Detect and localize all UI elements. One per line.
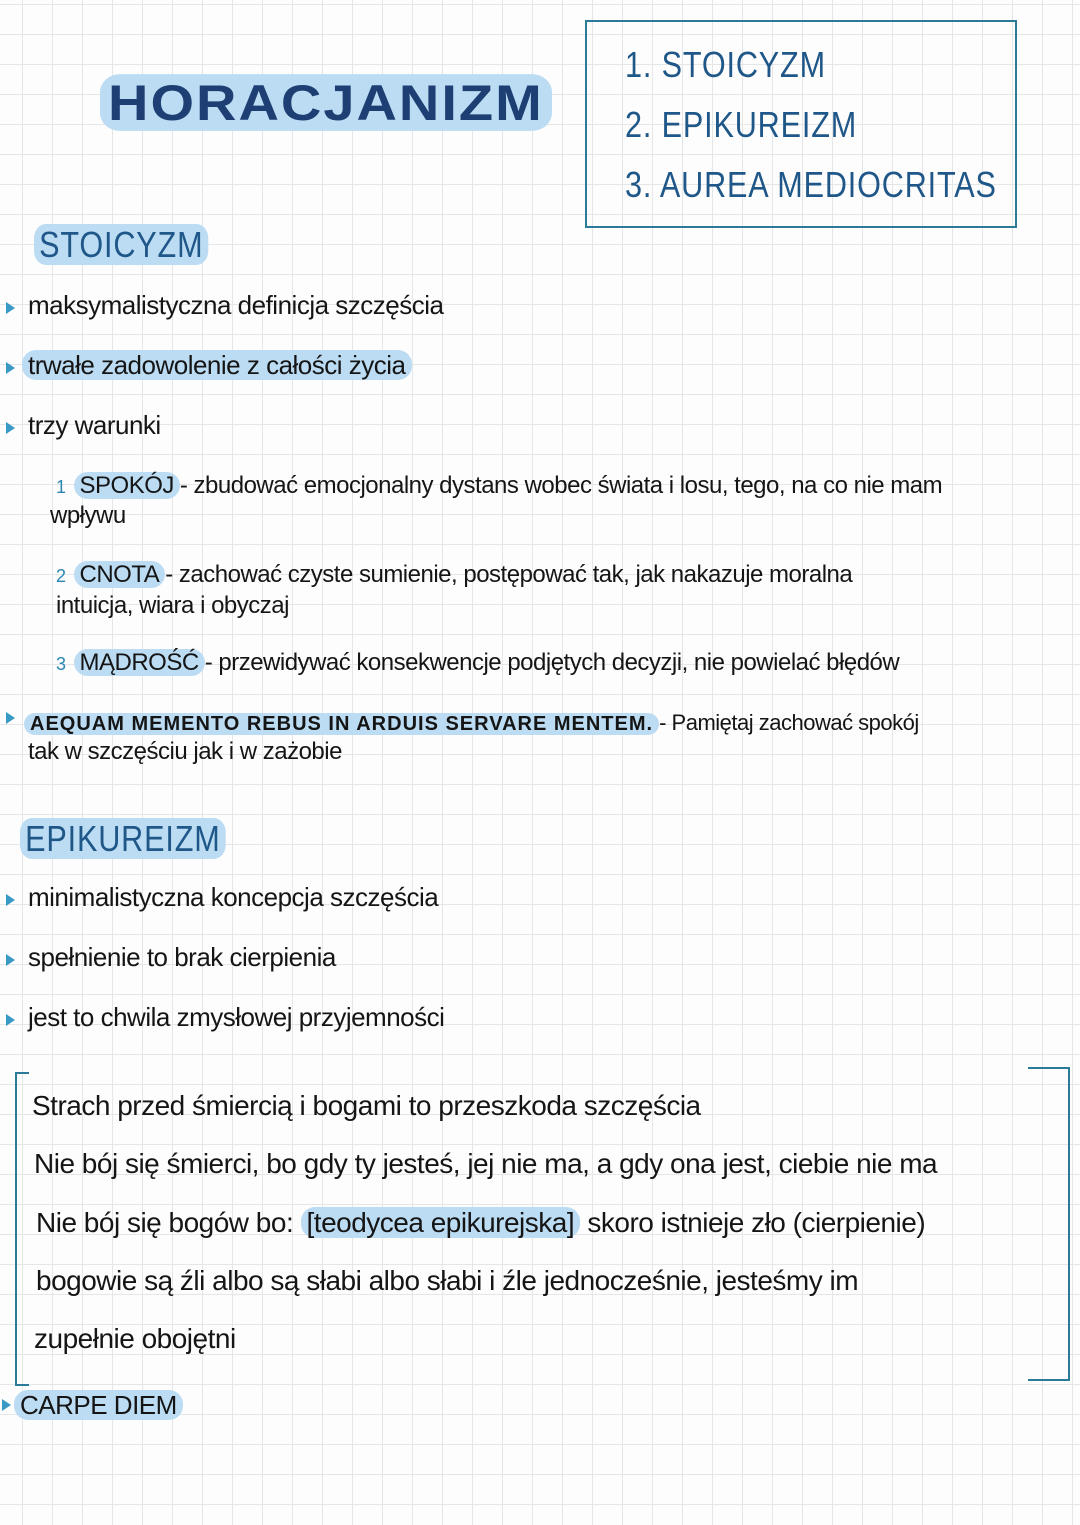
quote-line: bogowie są źli albo są słabi albo słabi i źle jednocześnie, jesteśmy im [36, 1265, 859, 1296]
outline-item: 1. STOICYZM [625, 44, 826, 85]
list-item: trzy warunki [28, 410, 161, 440]
list-item: trwałe zadowolenie z całości życia [22, 350, 412, 381]
quote-line: Nie bój się śmierci, bo gdy ty jesteś, jej nie ma, a gdy ona jest, ciebie nie ma [34, 1148, 938, 1179]
section-heading-epikureizm: EPIKUREIZM [20, 818, 226, 860]
quote-line: Nie bój się bogów bo: [teodycea epikurejska] skoro istnieje zło (cierpienie) [36, 1207, 926, 1238]
bullet-icon [6, 1014, 15, 1026]
condition-3: 3 MĄDROŚĆ - przewidywać konsekwencje podjętych decyzji, nie powielać błędów [56, 649, 900, 676]
bullet-icon [2, 1399, 11, 1411]
condition-1-cont: wpływu [50, 502, 126, 529]
bullet-icon [6, 302, 15, 314]
condition-2-cont: intuicja, wiara i obyczaj [56, 592, 289, 619]
outline-box [585, 20, 1017, 228]
quote-line: Strach przed śmiercią i bogami to przeszkoda szczęścia [32, 1090, 701, 1121]
carpe-diem: CARPE DIEM [14, 1390, 183, 1421]
list-item: maksymalistyczna definicja szczęścia [28, 290, 444, 320]
bullet-icon [6, 954, 15, 966]
maxim-cont: tak w szczęściu jak i w zażobie [28, 738, 342, 765]
page-title: HORACJANIZM [100, 73, 552, 132]
section-heading-stoicyzm: STOICYZM [34, 224, 209, 266]
bullet-icon [6, 712, 15, 724]
quote-line: zupełnie obojętni [34, 1323, 236, 1354]
outline-item: 3. AUREA MEDIOCRITAS [625, 164, 997, 205]
bullet-icon [6, 362, 15, 374]
list-item: spełnienie to brak cierpienia [28, 942, 336, 972]
outline-item: 2. EPIKUREIZM [625, 104, 858, 145]
maxim: AEQUAM MEMENTO REBUS IN ARDUIS SERVARE MENTEM. - Pamiętaj zachować spokój [24, 710, 919, 736]
condition-1: 1 SPOKÓJ - zbudować emocjonalny dystans wobec świata i losu, tego, na co nie mam [56, 472, 943, 499]
bullet-icon [6, 422, 15, 434]
list-item: jest to chwila zmysłowej przyjemności [28, 1002, 445, 1032]
condition-2: 2 CNOTA - zachować czyste sumienie, postępować tak, jak nakazuje moralna [56, 561, 853, 588]
bullet-icon [6, 894, 15, 906]
list-item: minimalistyczna koncepcja szczęścia [28, 882, 439, 912]
